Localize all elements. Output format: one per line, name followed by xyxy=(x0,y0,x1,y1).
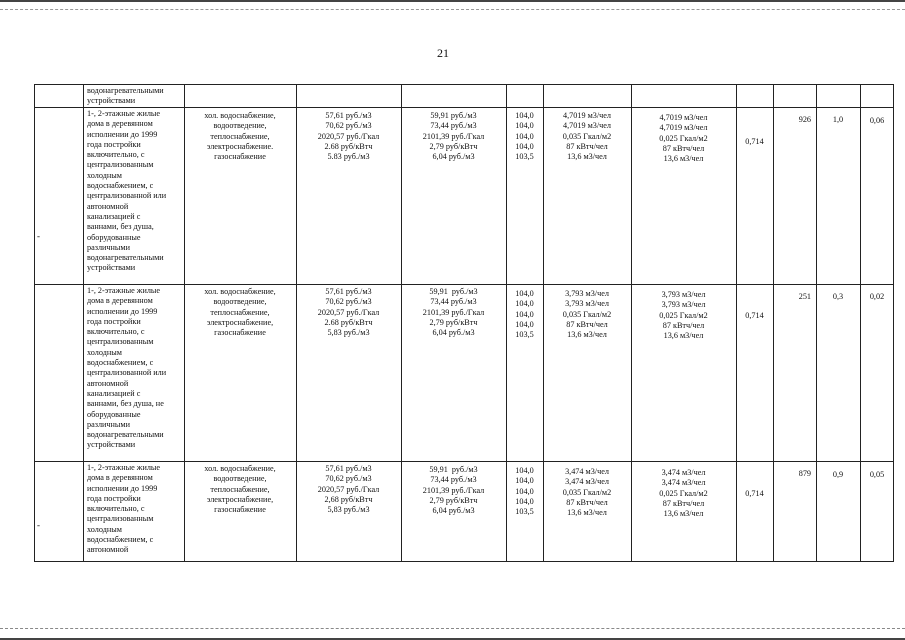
scan-edge-top xyxy=(0,0,905,10)
column-divider xyxy=(506,84,507,562)
row-divider xyxy=(34,461,894,462)
column-divider xyxy=(543,84,544,562)
row1-coefficient: 0,714 xyxy=(745,137,764,146)
row1-count: 926 xyxy=(798,115,811,124)
row3-tariff-new: 59,91 руб./м3 73,44 руб./м3 2101,39 руб./Гкал 2,79 руб/кВтч 6,04 руб./м3 xyxy=(422,465,485,516)
row3-services: хол. водоснабжение, водоотведение, теплоснабжение, электроснабжение, газоснабжение xyxy=(204,464,276,515)
page-number: 21 xyxy=(437,46,449,60)
row2-coefficient: 0,714 xyxy=(745,311,764,320)
row1-value: 1,0 xyxy=(832,115,844,124)
row3-tariff-current: 57,61 руб./м3 70,62 руб./м3 2020,57 руб./Гкал 2,68 руб/кВтч 5,83 руб./м3 xyxy=(317,464,380,515)
column-divider xyxy=(296,84,297,562)
column-divider xyxy=(773,84,774,562)
continued-description: водонагревательными устройствами xyxy=(87,86,164,106)
row1-description: 1-, 2-этажные жилые дома в деревянном исполнении до 1999 года постройки включительно, с централизованным холодным водоснабжением, с централизованной или автономной канализацией с ваннами, без душа, оборудованные различными водонагревательными устройствами xyxy=(87,109,167,273)
column-divider xyxy=(83,84,84,562)
row2-description: 1-, 2-этажные жилые дома в деревянном исполнении до 1999 года постройки включительно, с централизованным холодным водоснабжением, с централизованной или автономной канализацией с ваннами, без душа, не оборудованные различными водонагревательными устройствами xyxy=(87,286,167,450)
row1-norm-current: 4,7019 м3/чел 4,7019 м3/чел 0,035 Гкал/м2 87 кВтч/чел 13,6 м3/чел xyxy=(562,111,612,162)
table-border-right xyxy=(893,84,894,562)
row2-tariff-current: 57,61 руб./м3 70,62 руб./м3 2020,57 руб./Гкал 2.68 руб/кВтч 5,83 руб./м3 xyxy=(317,287,380,338)
row3-norm-new: 3,474 м3/чел 3,474 м3/чел 0,025 Гкал/м2 87 кВтч/чел 13,6 м3/чел xyxy=(659,468,708,519)
row-divider xyxy=(34,107,894,108)
margin-mark: - xyxy=(37,231,40,241)
row3-index: 104,0 104,0 104,0 104,0 103,5 xyxy=(515,466,534,517)
column-divider xyxy=(631,84,632,562)
row1-tariff-current: 57,61 руб./м3 70,62 руб./м3 2020,57 руб./Гкал 2.68 руб/кВтч 5.83 руб./м3 xyxy=(317,111,380,162)
table-border-bottom xyxy=(34,561,894,562)
row1-share: 0,06 xyxy=(869,116,885,125)
column-divider xyxy=(860,84,861,562)
row3-norm-current: 3,474 м3/чел 3,474 м3/чел 0,035 Гкал/м2 87 кВтч/чел 13,6 м3/чел xyxy=(562,467,612,518)
column-divider xyxy=(736,84,737,562)
row2-norm-current: 3,793 м3/чел 3,793 м3/чел 0,035 Гкал/м2 87 кВтч/чел 13,6 м3/чел xyxy=(562,289,612,340)
row2-tariff-new: 59,91 руб./м3 73,44 руб./м3 2101,39 руб./Гкал 2,79 руб/кВтч 6,04 руб./м3 xyxy=(422,287,485,338)
column-divider xyxy=(184,84,185,562)
row1-services: хол. водоснабжение, водоотведение, теплоснабжение, электроснабжение. газоснабжение xyxy=(204,111,276,162)
column-divider xyxy=(401,84,402,562)
row1-index: 104,0 104,0 104,0 104,0 103,5 xyxy=(515,111,534,162)
scan-edge-bottom xyxy=(0,628,905,640)
row3-count: 879 xyxy=(798,469,811,478)
margin-mark: - xyxy=(37,520,40,530)
table-border-top xyxy=(34,84,894,85)
row2-share: 0,02 xyxy=(869,292,885,301)
row3-description: 1-, 2-этажные жилые дома в деревянном исполнении до 1999 года постройки включительно, с централизованным холодным водоснабжением, с автономной xyxy=(87,463,161,555)
row1-tariff-new: 59,91 руб./м3 73,44 руб./м3 2101,39 руб./Гкал 2,79 руб/кВтч 6,04 руб./м3 xyxy=(422,111,485,162)
row3-coefficient: 0,714 xyxy=(745,489,764,498)
row2-value: 0,3 xyxy=(832,292,844,301)
table-border-left xyxy=(34,84,35,562)
row1-norm-new: 4,7019 м3/чел 4,7019 м3/чел 0,025 Гкал/м2 87 кВтч/чел 13,6 м3/чел xyxy=(659,113,708,164)
row2-count: 251 xyxy=(798,292,811,301)
row2-services: хол. водоснабжение, водоотведение, теплоснабжение, электроснабжение, газоснабжение xyxy=(204,287,276,338)
row-divider xyxy=(34,284,894,285)
row3-value: 0,9 xyxy=(832,470,844,479)
tariff-table xyxy=(34,84,894,562)
column-divider xyxy=(816,84,817,562)
row3-share: 0,05 xyxy=(869,470,885,479)
row2-norm-new: 3,793 м3/чел 3,793 м3/чел 0,025 Гкал/м2 87 кВтч/чел 13,6 м3/чел xyxy=(659,290,708,341)
row2-index: 104,0 104,0 104,0 104,0 103,5 xyxy=(515,289,534,340)
